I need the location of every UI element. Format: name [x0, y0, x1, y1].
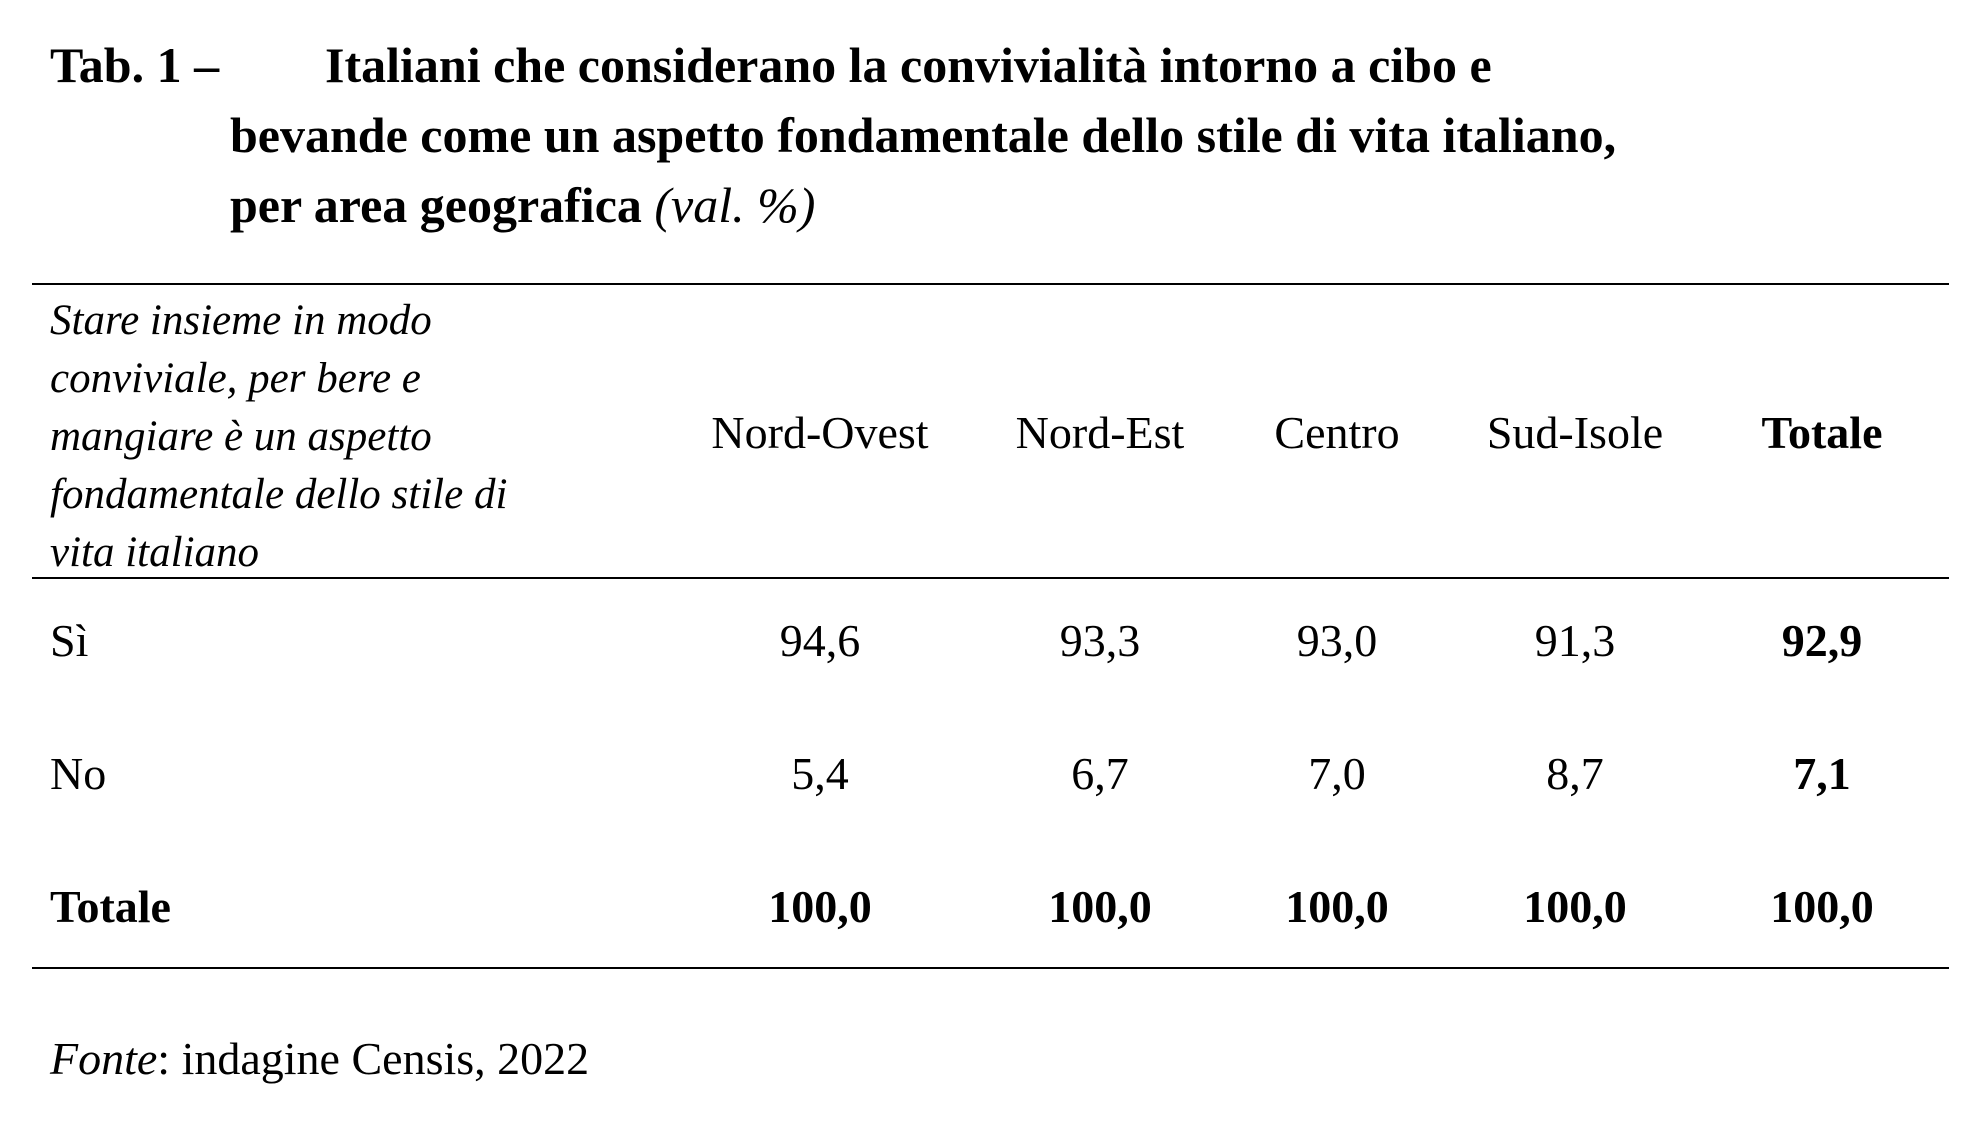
table-cell: 91,3 — [1534, 615, 1616, 666]
table-cell: 8,7 — [1546, 748, 1604, 799]
row-label-totale: Totale — [50, 881, 171, 932]
column-header-centro: Centro — [1274, 407, 1400, 458]
table-header-rule — [32, 577, 1949, 579]
source-label: Fonte — [50, 1033, 158, 1084]
stub-header-line: Stare insieme in modo — [50, 297, 432, 344]
table-top-rule — [32, 283, 1949, 285]
stub-header-line: mangiare è un aspetto — [50, 413, 432, 460]
table-cell-total: 92,9 — [1781, 615, 1863, 666]
column-header-nord-ovest: Nord-Ovest — [711, 407, 929, 458]
table-cell: 7,0 — [1308, 748, 1366, 799]
table-bottom-rule — [32, 967, 1949, 969]
source-text: : indagine Censis, 2022 — [157, 1033, 590, 1084]
title-line-3 — [230, 170, 1930, 240]
source-note — [50, 1030, 589, 1088]
column-header-nord-est: Nord-Est — [1015, 407, 1185, 458]
table-cell: 100,0 — [1048, 881, 1152, 932]
row-label-si: Sì — [50, 615, 89, 666]
stub-header — [50, 292, 630, 582]
table-cell: 93,0 — [1296, 615, 1378, 666]
table-cell-total: 7,1 — [1793, 748, 1851, 799]
table-cell: 100,0 — [1285, 881, 1389, 932]
stub-header-line: fondamentale dello stile di — [50, 471, 508, 518]
table-cell: 94,6 — [779, 615, 861, 666]
title-prefix: Tab. 1 – — [50, 37, 220, 93]
column-header-totale: Totale — [1761, 407, 1883, 458]
table-cell: 5,4 — [791, 748, 849, 799]
title-line-3-text: per area geografica — [230, 177, 642, 233]
column-header-sud-isole: Sud-Isole — [1486, 407, 1664, 458]
table-cell: 100,0 — [1523, 881, 1627, 932]
row-label-no: No — [50, 748, 107, 799]
stub-header-line: conviviale, per bere e — [50, 355, 421, 402]
table-cell-total: 100,0 — [1770, 881, 1874, 932]
title-line-2: bevande come un aspetto fondamentale dello stile di vita italiano, — [230, 107, 1617, 163]
table-cell: 93,3 — [1059, 615, 1141, 666]
title-unit: (val. %) — [654, 177, 816, 233]
title-line-1: Italiani che considerano la convivialità intorno a cibo e — [325, 37, 1492, 93]
table-cell: 6,7 — [1071, 748, 1129, 799]
table-cell: 100,0 — [768, 881, 872, 932]
title-text — [230, 30, 1930, 240]
stub-header-line: vita italiano — [50, 529, 260, 576]
